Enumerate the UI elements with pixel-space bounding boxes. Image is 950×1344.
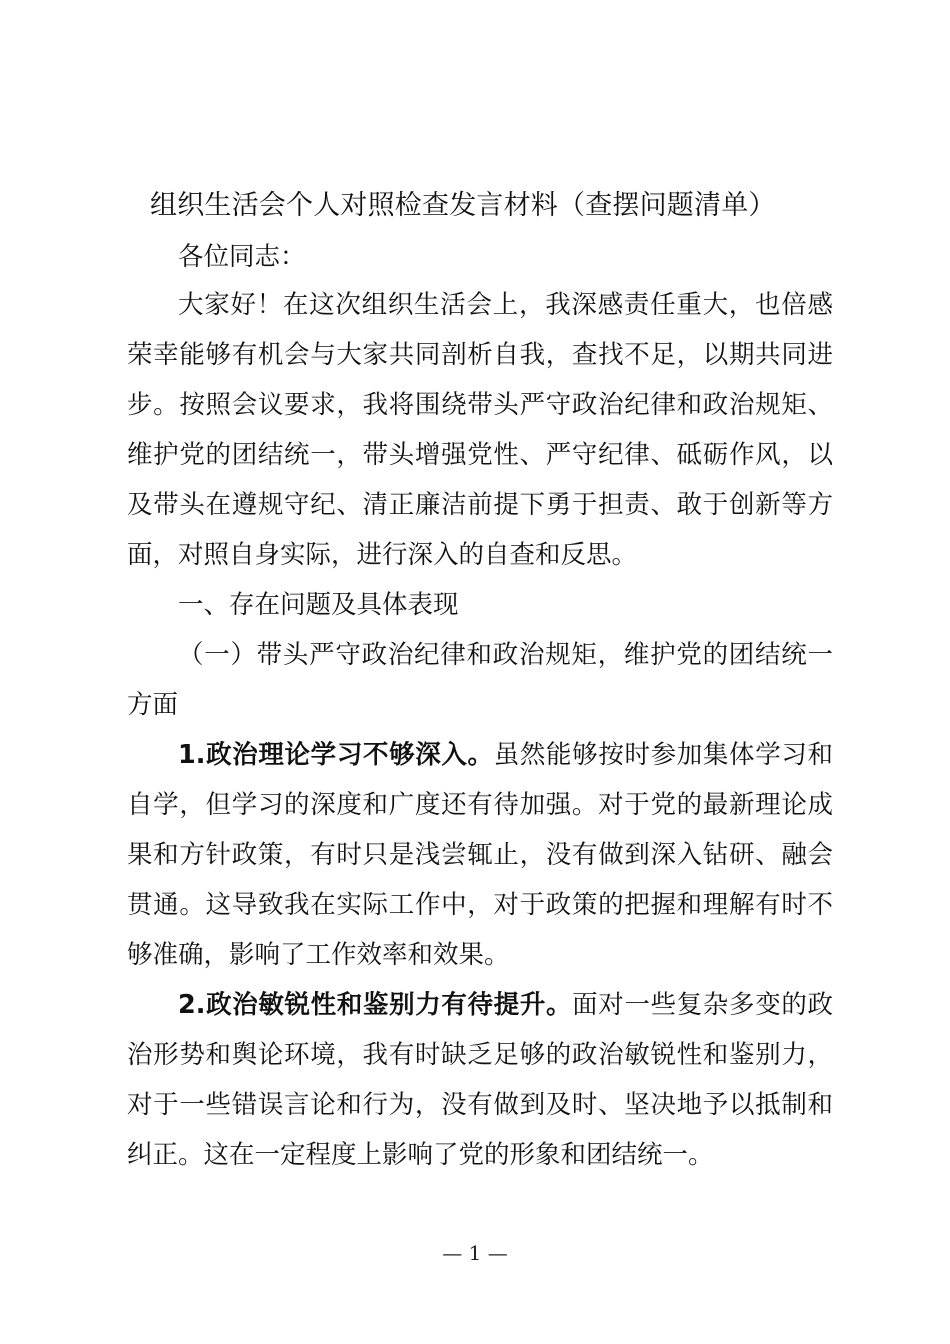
intro-paragraph: 大家好！在这次组织生活会上，我深感责任重大，也倍感荣幸能够有机会与大家共同剖析自我，查找不足，以期共同进步。按照会议要求，我将围绕带头严守政治纪律和政治规矩、维护党的团结统一，带头增强党性、严守纪律、砥砺作风，以及带头在遵规守纪、清正廉洁前提下勇于担责、敢于创新等方面，对照自身实际，进行深入的自查和反思。 (127, 290, 833, 570)
problem-item-1-text: 虽然能够按时参加集体学习和自学，但学习的深度和广度还有待加强。对于党的最新理论成果和方针政策，有时只是浅尝辄止，没有做到深入钻研、融会贯通。这导致我在实际工作中，对于政策的把握和理解有时不够准确，影响了工作效率和效果。 (127, 740, 833, 970)
problem-item-1 (127, 730, 833, 980)
problem-item-2-heading: 2.政治敏锐性和鉴别力有待提升。 (178, 990, 573, 1020)
problem-item-2 (127, 980, 833, 1180)
problem-item-2-text: 面对一些复杂多变的政治形势和舆论环境，我有时缺乏足够的政治敏锐性和鉴别力，对于一些错误言论和行为，没有做到及时、坚决地予以抵制和纠正。这在一定程度上影响了党的形象和团结统一。 (127, 990, 833, 1170)
document-title: 组织生活会个人对照检查发言材料（查摆问题清单） (150, 190, 776, 221)
problem-item-1-heading: 1.政治理论学习不够深入。 (178, 740, 494, 770)
section-heading: 一、存在问题及具体表现 (178, 590, 459, 620)
page-number: — 1 — (442, 1241, 508, 1265)
greeting: 各位同志： (178, 242, 306, 272)
subsection-heading: （一）带头严守政治纪律和政治规矩，维护党的团结统一方面 (127, 640, 833, 720)
